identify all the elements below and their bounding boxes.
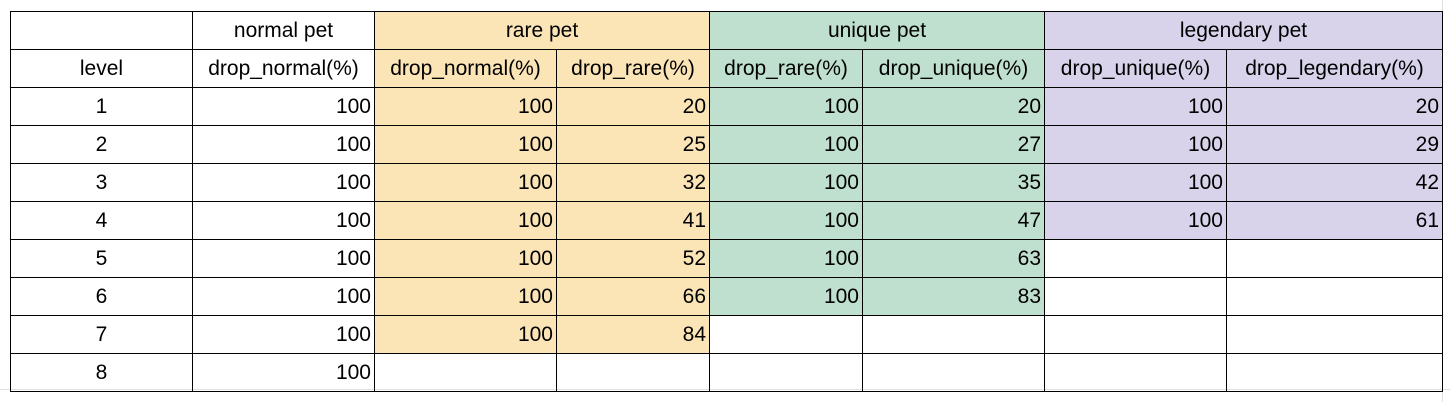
- table-row: [11, 278, 1443, 316]
- table-cell[interactable]: 83: [863, 278, 1045, 316]
- column-header-row: [11, 50, 1443, 88]
- level-cell[interactable]: 3: [11, 164, 193, 202]
- level-cell[interactable]: 2: [11, 126, 193, 164]
- table-cell[interactable]: 100: [193, 316, 375, 354]
- table-cell[interactable]: 20: [557, 88, 710, 126]
- header-rare-drop-normal[interactable]: drop_normal(%): [375, 50, 557, 88]
- table-cell[interactable]: 29: [1227, 126, 1443, 164]
- table-cell[interactable]: [863, 316, 1045, 354]
- table-cell[interactable]: 32: [557, 164, 710, 202]
- header-normal-drop-normal[interactable]: drop_normal(%): [193, 50, 375, 88]
- table-cell[interactable]: [375, 354, 557, 392]
- table-cell[interactable]: 100: [1045, 164, 1227, 202]
- level-cell[interactable]: 1: [11, 88, 193, 126]
- table-cell[interactable]: 35: [863, 164, 1045, 202]
- table-row: [11, 88, 1443, 126]
- table-cell[interactable]: 20: [863, 88, 1045, 126]
- group-rare-pet[interactable]: rare pet: [375, 12, 710, 50]
- group-legendary-pet[interactable]: legendary pet: [1045, 12, 1443, 50]
- table-cell[interactable]: 100: [710, 164, 863, 202]
- table-row: [11, 316, 1443, 354]
- table-cell[interactable]: 100: [1045, 202, 1227, 240]
- table-cell[interactable]: 100: [710, 202, 863, 240]
- table-cell[interactable]: 63: [863, 240, 1045, 278]
- table-cell[interactable]: [1227, 316, 1443, 354]
- corner-cell[interactable]: [11, 12, 193, 50]
- table-cell[interactable]: 27: [863, 126, 1045, 164]
- table-cell[interactable]: 47: [863, 202, 1045, 240]
- table-cell[interactable]: [557, 354, 710, 392]
- table-cell[interactable]: 100: [375, 164, 557, 202]
- table-cell[interactable]: [1227, 278, 1443, 316]
- table-row: [11, 240, 1443, 278]
- table-cell[interactable]: [863, 354, 1045, 392]
- table-cell[interactable]: [1227, 240, 1443, 278]
- table-cell[interactable]: 100: [193, 202, 375, 240]
- table-cell[interactable]: [1045, 316, 1227, 354]
- table-row: [11, 354, 1443, 392]
- table-row: [11, 126, 1443, 164]
- header-rare-drop-rare[interactable]: drop_rare(%): [557, 50, 710, 88]
- table-cell[interactable]: 100: [193, 126, 375, 164]
- table-cell[interactable]: [1045, 240, 1227, 278]
- table-cell[interactable]: 100: [710, 126, 863, 164]
- table-cell[interactable]: 84: [557, 316, 710, 354]
- table-cell[interactable]: [1045, 354, 1227, 392]
- table-cell[interactable]: 100: [375, 88, 557, 126]
- table-cell[interactable]: 100: [193, 278, 375, 316]
- level-cell[interactable]: 6: [11, 278, 193, 316]
- header-legendary-drop-unique[interactable]: drop_unique(%): [1045, 50, 1227, 88]
- table-cell[interactable]: 42: [1227, 164, 1443, 202]
- table-cell[interactable]: 41: [557, 202, 710, 240]
- table-cell[interactable]: 100: [1045, 88, 1227, 126]
- table-row: [11, 164, 1443, 202]
- table-cell[interactable]: 100: [710, 88, 863, 126]
- table-cell[interactable]: 61: [1227, 202, 1443, 240]
- table-cell[interactable]: 100: [1045, 126, 1227, 164]
- table-cell[interactable]: 100: [193, 164, 375, 202]
- table-cell[interactable]: 25: [557, 126, 710, 164]
- table-cell[interactable]: [710, 354, 863, 392]
- header-unique-drop-unique[interactable]: drop_unique(%): [863, 50, 1045, 88]
- pet-drop-table: [10, 11, 1443, 392]
- table-cell[interactable]: 100: [193, 354, 375, 392]
- header-unique-drop-rare[interactable]: drop_rare(%): [710, 50, 863, 88]
- level-cell[interactable]: 4: [11, 202, 193, 240]
- level-cell[interactable]: 7: [11, 316, 193, 354]
- level-cell[interactable]: 8: [11, 354, 193, 392]
- table-cell[interactable]: [1227, 354, 1443, 392]
- table-cell[interactable]: 100: [375, 126, 557, 164]
- table-cell[interactable]: 100: [710, 278, 863, 316]
- group-normal-pet[interactable]: normal pet: [193, 12, 375, 50]
- table-cell[interactable]: [710, 316, 863, 354]
- table-cell[interactable]: 20: [1227, 88, 1443, 126]
- table-cell[interactable]: 66: [557, 278, 710, 316]
- table-cell[interactable]: 52: [557, 240, 710, 278]
- level-cell[interactable]: 5: [11, 240, 193, 278]
- table-cell[interactable]: 100: [710, 240, 863, 278]
- group-unique-pet[interactable]: unique pet: [710, 12, 1045, 50]
- table-cell[interactable]: 100: [375, 202, 557, 240]
- group-header-row: [11, 12, 1443, 50]
- table-cell[interactable]: 100: [193, 240, 375, 278]
- table-row: [11, 202, 1443, 240]
- table-cell[interactable]: [1045, 278, 1227, 316]
- table-cell[interactable]: 100: [375, 316, 557, 354]
- header-level[interactable]: level: [11, 50, 193, 88]
- table-cell[interactable]: 100: [375, 240, 557, 278]
- table-cell[interactable]: 100: [193, 88, 375, 126]
- table-cell[interactable]: 100: [375, 278, 557, 316]
- header-legendary-drop-legendary[interactable]: drop_legendary(%): [1227, 50, 1443, 88]
